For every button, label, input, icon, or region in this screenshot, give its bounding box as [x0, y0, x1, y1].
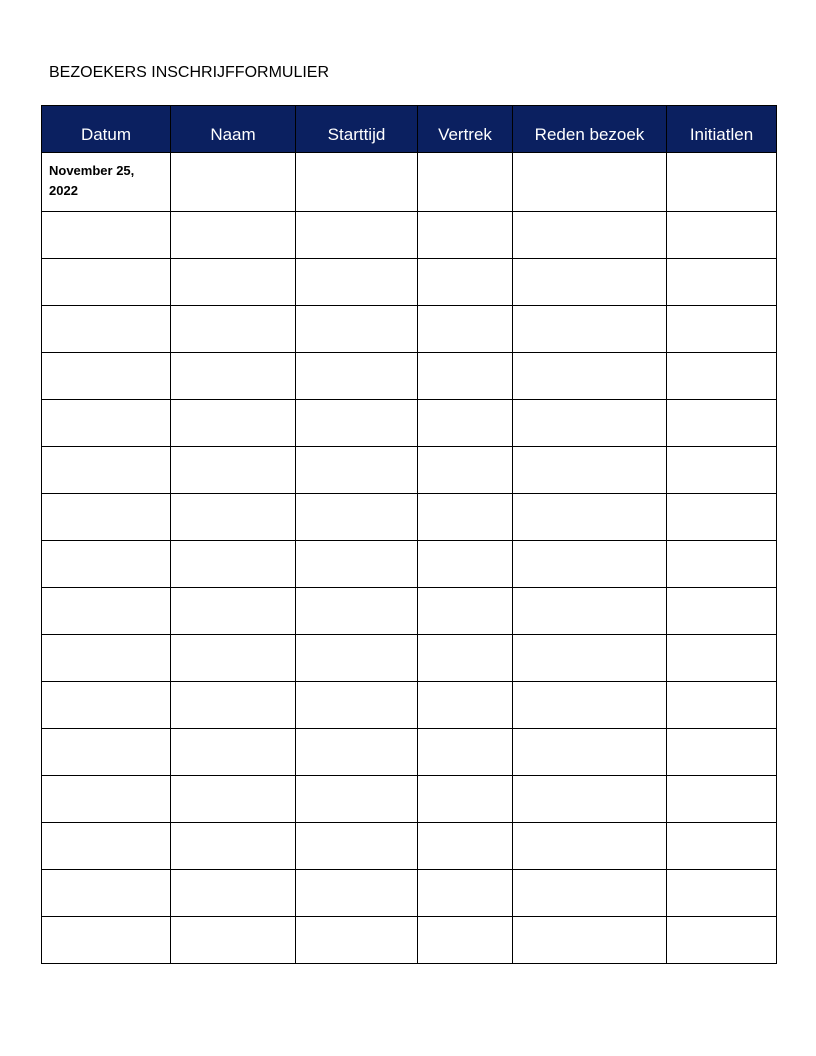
table-cell-reden-bezoek[interactable] — [513, 447, 667, 494]
table-row — [42, 729, 777, 776]
table-cell-naam[interactable] — [171, 494, 296, 541]
table-cell-reden-bezoek[interactable] — [513, 823, 667, 870]
column-header-vertrek: Vertrek — [418, 106, 513, 153]
table-cell-vertrek[interactable] — [418, 306, 513, 353]
table-cell-vertrek[interactable] — [418, 776, 513, 823]
table-cell-vertrek[interactable] — [418, 353, 513, 400]
table-cell-naam[interactable] — [171, 823, 296, 870]
page-title: BEZOEKERS INSCHRIJFFORMULIER — [49, 64, 330, 81]
table-cell-initiatlen[interactable] — [667, 447, 777, 494]
table-cell-vertrek[interactable] — [418, 588, 513, 635]
table-cell-initiatlen[interactable] — [667, 541, 777, 588]
table-cell-datum[interactable] — [42, 212, 171, 259]
table-cell-vertrek[interactable] — [418, 259, 513, 306]
table-cell-reden-bezoek[interactable] — [513, 588, 667, 635]
table-cell-starttijd[interactable] — [296, 588, 418, 635]
table-cell-starttijd[interactable] — [296, 306, 418, 353]
visitor-registration-table — [41, 105, 777, 964]
table-header — [42, 106, 777, 153]
column-header-starttijd: Starttijd — [296, 106, 418, 153]
table-cell-starttijd[interactable] — [296, 635, 418, 682]
table-row — [42, 635, 777, 682]
table-cell-reden-bezoek[interactable] — [513, 541, 667, 588]
table-cell-initiatlen[interactable] — [667, 917, 777, 964]
table-cell-initiatlen[interactable] — [667, 870, 777, 917]
table-cell-vertrek[interactable] — [418, 153, 513, 212]
table-cell-reden-bezoek[interactable] — [513, 870, 667, 917]
table-row — [42, 870, 777, 917]
table-cell-starttijd[interactable] — [296, 353, 418, 400]
table-cell-initiatlen[interactable] — [667, 635, 777, 682]
table-cell-naam[interactable] — [171, 212, 296, 259]
table-cell-starttijd[interactable] — [296, 682, 418, 729]
table-row — [42, 917, 777, 964]
table-cell-starttijd[interactable] — [296, 494, 418, 541]
table-cell-initiatlen[interactable] — [667, 153, 777, 212]
table-cell-naam[interactable] — [171, 729, 296, 776]
table-cell-reden-bezoek[interactable] — [513, 212, 667, 259]
table-cell-starttijd[interactable] — [296, 153, 418, 212]
table-cell-starttijd[interactable] — [296, 447, 418, 494]
table-cell-datum[interactable] — [42, 541, 171, 588]
table-cell-reden-bezoek[interactable] — [513, 400, 667, 447]
table-row — [42, 447, 777, 494]
table-cell-reden-bezoek[interactable] — [513, 259, 667, 306]
table-cell-reden-bezoek[interactable] — [513, 917, 667, 964]
table-cell-initiatlen[interactable] — [667, 776, 777, 823]
column-header-datum: Datum — [42, 106, 171, 153]
column-header-naam: Naam — [171, 106, 296, 153]
table-cell-naam[interactable] — [171, 588, 296, 635]
table-cell-naam[interactable] — [171, 682, 296, 729]
table-cell-datum[interactable] — [42, 917, 171, 964]
header-row — [42, 106, 777, 153]
table-cell-datum[interactable] — [42, 776, 171, 823]
table-cell-datum[interactable] — [42, 306, 171, 353]
table-cell-naam[interactable] — [171, 635, 296, 682]
table-cell-datum[interactable] — [42, 494, 171, 541]
table-cell-vertrek[interactable] — [418, 541, 513, 588]
table-row — [42, 541, 777, 588]
table-row — [42, 823, 777, 870]
table-cell-starttijd[interactable] — [296, 212, 418, 259]
table-cell-naam[interactable] — [171, 447, 296, 494]
table-row — [42, 400, 777, 447]
table-cell-vertrek[interactable] — [418, 729, 513, 776]
table-cell-initiatlen[interactable] — [667, 259, 777, 306]
table-cell-vertrek[interactable] — [418, 212, 513, 259]
table-cell-vertrek[interactable] — [418, 682, 513, 729]
table-cell-naam[interactable] — [171, 353, 296, 400]
table-cell-datum[interactable] — [42, 353, 171, 400]
table-cell-vertrek[interactable] — [418, 400, 513, 447]
table-cell-naam[interactable] — [171, 917, 296, 964]
table-cell-starttijd[interactable] — [296, 259, 418, 306]
table-cell-initiatlen[interactable] — [667, 588, 777, 635]
table-cell-datum[interactable] — [42, 870, 171, 917]
table-cell-naam[interactable] — [171, 870, 296, 917]
table-cell-vertrek[interactable] — [418, 917, 513, 964]
table-row — [42, 212, 777, 259]
table-cell-vertrek[interactable] — [418, 447, 513, 494]
table-cell-naam[interactable] — [171, 776, 296, 823]
table-cell-datum[interactable]: November 25, 2022 — [42, 153, 171, 212]
table-cell-starttijd[interactable] — [296, 400, 418, 447]
table-cell-naam[interactable] — [171, 306, 296, 353]
table-row — [42, 682, 777, 729]
table-cell-datum[interactable] — [42, 259, 171, 306]
table-cell-reden-bezoek[interactable] — [513, 353, 667, 400]
table-row — [42, 306, 777, 353]
table-cell-naam[interactable] — [171, 153, 296, 212]
table-cell-reden-bezoek[interactable] — [513, 776, 667, 823]
table-cell-reden-bezoek[interactable] — [513, 306, 667, 353]
table-cell-datum[interactable] — [42, 400, 171, 447]
table-cell-datum[interactable] — [42, 635, 171, 682]
column-header-reden-bezoek: Reden bezoek — [513, 106, 667, 153]
table-cell-datum[interactable] — [42, 588, 171, 635]
column-header-initiatlen: Initiatlen — [667, 106, 777, 153]
table-body — [42, 153, 777, 964]
table-row — [42, 259, 777, 306]
table-cell-naam[interactable] — [171, 400, 296, 447]
table-row — [42, 153, 777, 212]
table-cell-datum[interactable] — [42, 729, 171, 776]
table-cell-initiatlen[interactable] — [667, 400, 777, 447]
table-row — [42, 494, 777, 541]
table-cell-vertrek[interactable] — [418, 823, 513, 870]
table-cell-initiatlen[interactable] — [667, 353, 777, 400]
table-cell-starttijd[interactable] — [296, 729, 418, 776]
table-cell-starttijd[interactable] — [296, 776, 418, 823]
table-cell-datum[interactable] — [42, 823, 171, 870]
table-cell-naam[interactable] — [171, 541, 296, 588]
table-cell-initiatlen[interactable] — [667, 306, 777, 353]
table-cell-reden-bezoek[interactable] — [513, 729, 667, 776]
table-cell-initiatlen[interactable] — [667, 729, 777, 776]
table-cell-initiatlen[interactable] — [667, 212, 777, 259]
table-cell-reden-bezoek[interactable] — [513, 635, 667, 682]
table-cell-starttijd[interactable] — [296, 541, 418, 588]
table-row — [42, 588, 777, 635]
table-row — [42, 353, 777, 400]
table-cell-reden-bezoek[interactable] — [513, 153, 667, 212]
table-row — [42, 776, 777, 823]
table-cell-initiatlen[interactable] — [667, 823, 777, 870]
table-cell-naam[interactable] — [171, 259, 296, 306]
table-cell-starttijd[interactable] — [296, 870, 418, 917]
table-cell-vertrek[interactable] — [418, 635, 513, 682]
table-cell-vertrek[interactable] — [418, 494, 513, 541]
table-cell-datum[interactable] — [42, 447, 171, 494]
table-cell-reden-bezoek[interactable] — [513, 682, 667, 729]
table-cell-starttijd[interactable] — [296, 823, 418, 870]
table-cell-initiatlen[interactable] — [667, 682, 777, 729]
table-cell-datum[interactable] — [42, 682, 171, 729]
table-cell-vertrek[interactable] — [418, 870, 513, 917]
table-cell-reden-bezoek[interactable] — [513, 494, 667, 541]
table-cell-starttijd[interactable] — [296, 917, 418, 964]
table-cell-initiatlen[interactable] — [667, 494, 777, 541]
